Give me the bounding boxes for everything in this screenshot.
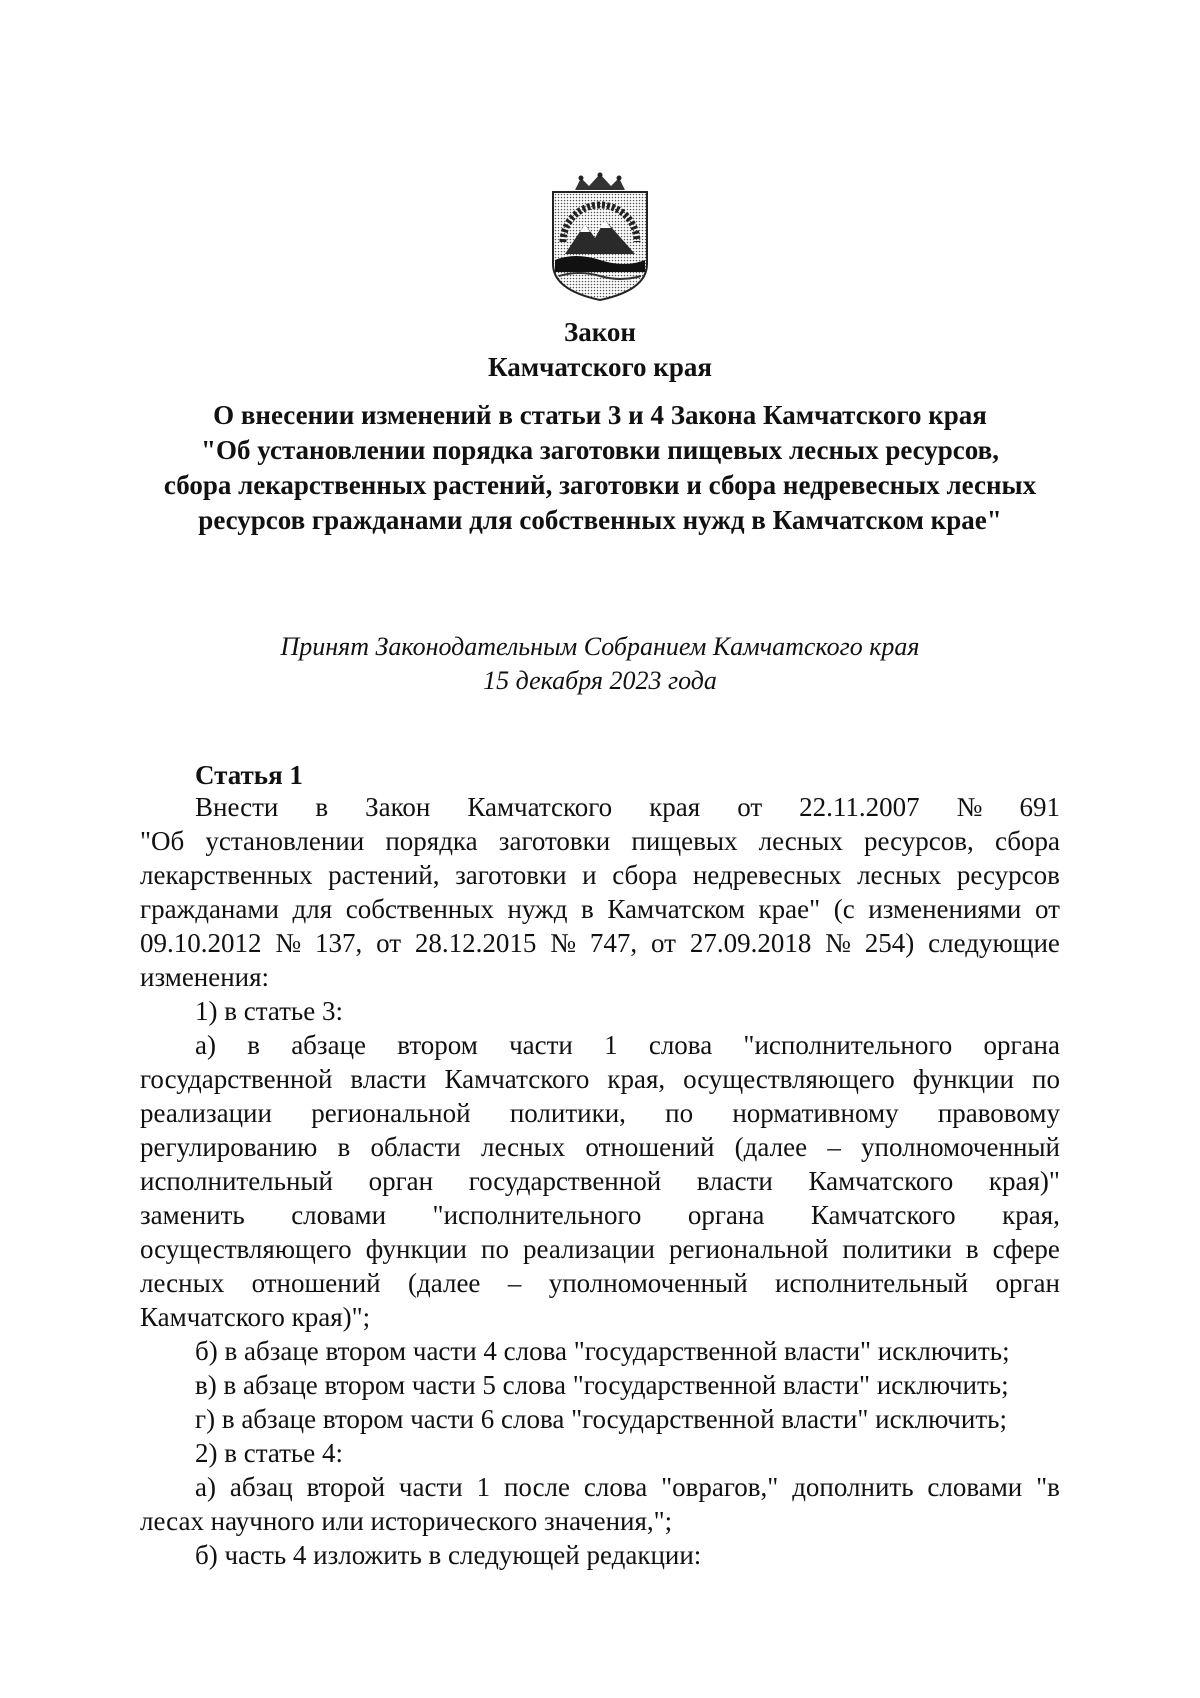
word: по (1032, 1064, 1060, 1094)
word: гражданами (140, 894, 279, 924)
law-title-line-1: Закон (563, 317, 636, 347)
word: 254) (864, 928, 915, 958)
word: Камчатского (810, 1200, 956, 1230)
word: лесных (140, 1268, 225, 1298)
word: порядка (385, 826, 478, 856)
law-subject-line: ресурсов гражданами для собственных нужд в Камчатском крае" (198, 505, 1002, 535)
word: 28.12.2015 (414, 928, 537, 958)
word: Камчатского (444, 1064, 590, 1094)
word: а) (195, 1030, 216, 1060)
word: лесных (480, 1132, 566, 1162)
word: по (665, 1098, 694, 1128)
word: "в (1036, 1472, 1060, 1502)
item-1v: в) в абзаце втором части 5 слова "государственной власти" исключить; (195, 1370, 1009, 1400)
text-line (140, 1130, 1060, 1164)
coat-of-arms-icon (545, 172, 655, 302)
text-line: изменения: (140, 962, 270, 992)
item-1b: б) в абзаце втором части 4 слова "государственной власти" исключить; (195, 1336, 1010, 1366)
word: региональной (669, 1234, 829, 1264)
word: а) (195, 1472, 216, 1502)
word: от (1034, 894, 1060, 924)
word: края, (607, 1064, 666, 1094)
text-line (140, 1164, 1060, 1198)
text-line (140, 1470, 1060, 1504)
text-line (140, 1062, 1060, 1096)
text-line (140, 858, 1060, 892)
article-body (140, 790, 1060, 1572)
word: 09.10.2012 (140, 928, 262, 958)
word: осуществляющего (140, 1234, 352, 1264)
word: регулированию (140, 1132, 318, 1162)
word: № (956, 792, 983, 822)
word: 1 (604, 1030, 618, 1060)
word: края (649, 792, 701, 822)
word: области (370, 1132, 461, 1162)
item-1g: г) в абзаце втором части 6 слова "государственной власти" исключить; (195, 1404, 1007, 1434)
word: абзац (229, 1472, 293, 1502)
adoption-body: Принят Законодательным Собранием Камчатского края (280, 632, 920, 661)
word: государственной (468, 1166, 662, 1196)
word: в (581, 894, 594, 924)
word: функции (912, 1064, 1015, 1094)
word: Камчатском (607, 894, 745, 924)
word: втором (397, 1030, 478, 1060)
word: для (292, 894, 333, 924)
word: орган (368, 1166, 434, 1196)
word: 22.11.2007 (799, 792, 920, 822)
word: 691 (1019, 792, 1060, 822)
word: (далее (408, 1268, 481, 1298)
word: уполномоченный (861, 1132, 1060, 1162)
word: заготовки (498, 826, 611, 856)
word: "исполнительного (432, 1200, 642, 1230)
word: политики (842, 1234, 952, 1264)
word: крае" (758, 894, 821, 924)
text-line (140, 1266, 1060, 1300)
text-line (140, 892, 1060, 926)
word: 27.09.2018 (689, 928, 812, 958)
word: органа (687, 1200, 765, 1230)
word: органа (983, 1030, 1060, 1060)
word: в (315, 792, 329, 822)
word: изменениями (868, 894, 1022, 924)
word: края, (1002, 1200, 1060, 1230)
word: исполнительный (775, 1268, 969, 1298)
word: слова (648, 1030, 713, 1060)
text-line (140, 1198, 1060, 1232)
word: слова (583, 1472, 648, 1502)
word: Закон (365, 792, 431, 822)
item-2b: б) часть 4 изложить в следующей редакции: (195, 1540, 702, 1570)
law-subject-line: "Об установлении порядка заготовки пищевых лесных ресурсов, (201, 435, 999, 465)
law-subject-line: О внесении изменений в статьи 3 и 4 Закона Камчатского края (213, 400, 987, 430)
text-line (140, 1028, 1060, 1062)
word: второй (306, 1472, 386, 1502)
adoption-date: 15 декабря 2023 года (483, 666, 717, 695)
word: государственной (140, 1064, 333, 1094)
word: функции (365, 1234, 467, 1264)
word: реализации (140, 1098, 272, 1128)
word: заменить (140, 1200, 245, 1230)
law-subject-line: сбора лекарственных растений, заготовки и сбора недревесных лесных (163, 470, 1037, 500)
word: в (247, 1030, 260, 1060)
word: (с (833, 894, 855, 924)
word: части (509, 1030, 573, 1060)
word: политики, (509, 1098, 626, 1128)
word: нормативному (732, 1098, 899, 1128)
word: ресурсов, (864, 826, 974, 856)
word: дополнить (792, 1472, 914, 1502)
word: правовому (937, 1098, 1060, 1128)
word: 1 (476, 1472, 491, 1502)
word: Внести (195, 792, 279, 822)
law-title (100, 315, 1100, 385)
word: недревесных (692, 860, 842, 890)
word: осуществляющего (683, 1064, 895, 1094)
word: № (275, 928, 302, 958)
word: собственных (345, 894, 494, 924)
word: части (398, 1472, 463, 1502)
word: сбора (612, 860, 678, 890)
word: лесных (857, 860, 942, 890)
text-line: лесах научного или исторического значения,"; (140, 1506, 673, 1536)
text-line (140, 1232, 1060, 1266)
item-1-label: 1) в статье 3: (195, 996, 343, 1026)
word: от (651, 928, 676, 958)
word: сфере (992, 1234, 1060, 1264)
word: "Об (140, 826, 185, 856)
word: № (550, 928, 577, 958)
word: лекарственных (140, 860, 313, 890)
word: от (376, 928, 402, 958)
law-title-line-2: Камчатского края (488, 352, 712, 382)
word: реализации (523, 1234, 655, 1264)
word: уполномоченный (548, 1268, 748, 1298)
word: Камчатского (467, 792, 613, 822)
word: следующие (928, 928, 1060, 958)
word: 137, (314, 928, 363, 958)
word: 747, (589, 928, 638, 958)
word: заготовки (455, 860, 567, 890)
word: по (481, 1234, 509, 1264)
text-line (140, 926, 1060, 960)
text-line (140, 824, 1060, 858)
word: лесных (758, 826, 843, 856)
word: региональной (311, 1098, 471, 1128)
word: отношений (251, 1268, 381, 1298)
word: власти (350, 1064, 427, 1094)
word: – (827, 1132, 841, 1162)
word: в (337, 1132, 351, 1162)
word: установлении (205, 826, 365, 856)
word: "оврагов," (661, 1472, 779, 1502)
adoption-note (100, 630, 1100, 698)
word: в (965, 1234, 979, 1264)
word: нужд (507, 894, 568, 924)
word: отношений (585, 1132, 715, 1162)
word: абзаце (291, 1030, 367, 1060)
word: и (582, 860, 597, 890)
text-line: Камчатского края)"; (140, 1302, 371, 1332)
word: от (737, 792, 763, 822)
word: – (507, 1268, 522, 1298)
word: исполнительный (140, 1166, 334, 1196)
word: после (503, 1472, 571, 1502)
word: (далее (734, 1132, 808, 1162)
word: "исполнительного (743, 1030, 953, 1060)
word: сбора (994, 826, 1060, 856)
word: Камчатского (808, 1166, 954, 1196)
word: растений, (328, 860, 440, 890)
word: орган (995, 1268, 1060, 1298)
article-heading: Статья 1 (195, 760, 303, 790)
law-subject (100, 398, 1100, 538)
text-line (140, 1096, 1060, 1130)
word: власти (696, 1166, 773, 1196)
word: пищевых (631, 826, 738, 856)
word: словами (291, 1200, 387, 1230)
word: № (825, 928, 851, 958)
item-2-label: 2) в статье 4: (195, 1438, 343, 1468)
word: края)" (988, 1166, 1060, 1196)
article-first-line (140, 790, 1060, 824)
word: ресурсов (956, 860, 1060, 890)
word: словами (927, 1472, 1023, 1502)
